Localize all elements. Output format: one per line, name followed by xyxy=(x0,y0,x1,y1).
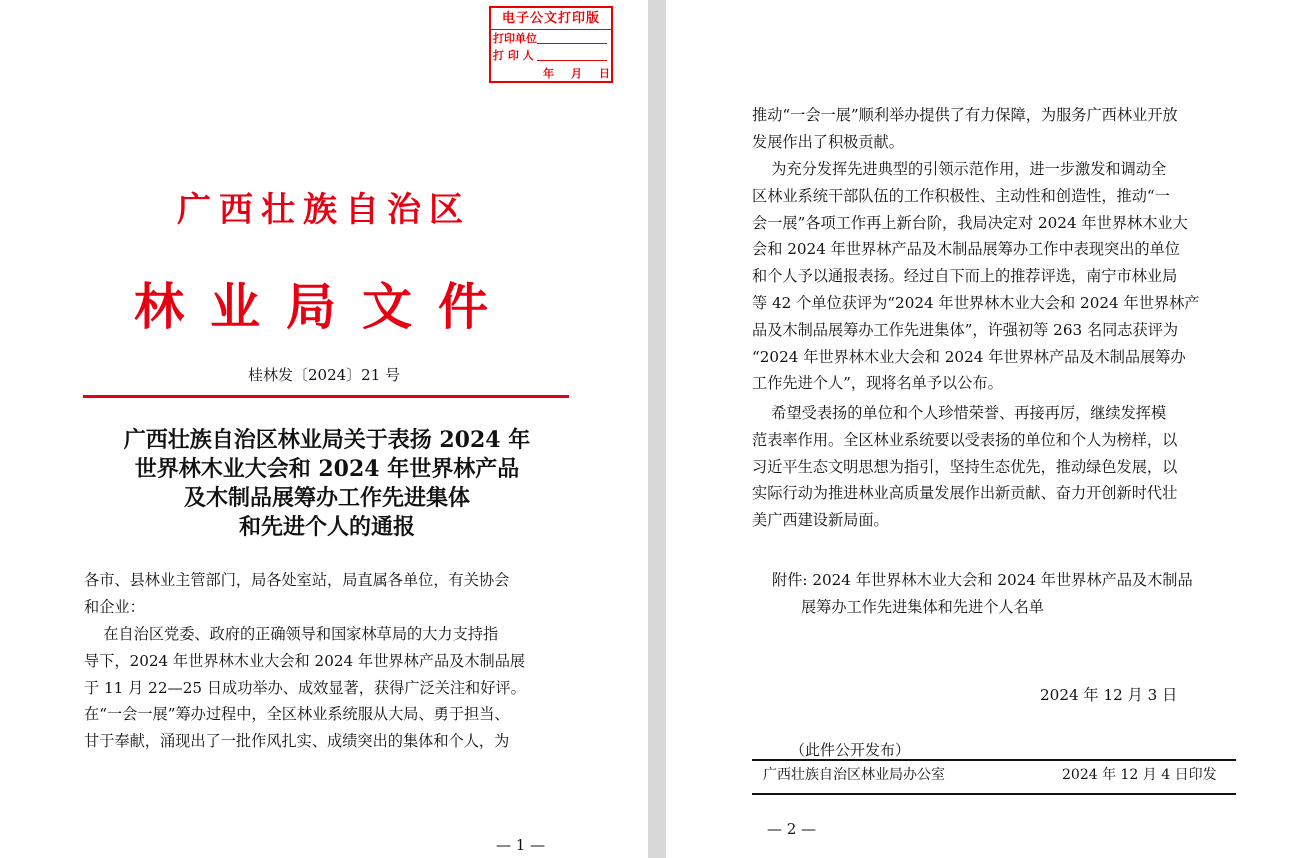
page-number-2: — 2 — xyxy=(767,820,817,838)
title-line: 广西壮族自治区林业局关于表扬 2024 年 xyxy=(123,427,531,453)
stamp-day: 日 xyxy=(599,67,610,80)
document-page-2 xyxy=(666,0,1315,858)
body-paragraph-2: 为充分发挥先进典型的引领示范作用，进一步激发和调动全 区林业系统干部队伍的工作积极性、主动性和创造性，推动“一 会一展”各项工作再上新台阶，我局决定对 2024 年世界林木业大 会和 2024 年世界林产品及木制品展筹办工作中表现突出的单位 和个人予以通报表扬。经过自下而上的推荐评选，南宁市林业局 等 42 个单位获评为“2024 年世界林木业大会和 2024 年世界林产 品及木制品展筹办工作先进集体”，许强初等 263 名同志获评为 “2024 年世界林木业大会和 2024 年世界林产品及木制品展筹办 工作先进个人”，现将名单予以公布。 xyxy=(752,160,1200,393)
title-line: 和先进个人的通报 xyxy=(238,514,415,540)
title-line: 世界林木业大会和 2024 年世界林产品 xyxy=(134,456,520,482)
stamp-year: 年 xyxy=(543,67,554,80)
red-separator-line xyxy=(83,395,569,398)
title-line: 及木制品展筹办工作先进集体 xyxy=(183,485,470,511)
page-number-1: — 1 — xyxy=(496,836,546,854)
document-number: 桂林发〔2024〕21 号 xyxy=(247,366,401,384)
stamp-title: 电子公文打印版 xyxy=(491,8,611,30)
issuing-office: 广西壮族自治区林业局办公室 xyxy=(763,767,945,783)
footer-rule-bottom xyxy=(752,793,1236,795)
stamp-person-label: 打 印 人 xyxy=(493,49,534,62)
document-title xyxy=(84,426,570,542)
stamp-person-row xyxy=(491,48,611,64)
stamp-month: 月 xyxy=(571,67,582,80)
signature-date: 2024 年 12 月 3 日 xyxy=(1040,686,1178,704)
attachment-note: 附件: 2024 年世界林木业大会和 2024 年世界林产品及木制品 展筹办工作先进集体和先进个人名单 xyxy=(772,571,1193,616)
stamp-unit-row xyxy=(491,31,611,47)
issued-date: 2024 年 12 月 4 日印发 xyxy=(1062,767,1217,783)
stamp-unit-line xyxy=(537,43,607,44)
body-paragraph-1: 在自治区党委、政府的正确领导和国家林草局的大力支持指 导下，2024 年世界林木业大会和 2024 年世界林产品及木制品展 于 11 月 22—25 日成功举办、成效显著，获得广泛关注和好评。 在“一会一展”筹办过程中，全区林业系统服从大局、勇于担当、 甘于奉献，涌现出了一批作风扎实、成绩突出的集体和个人，为 xyxy=(84,625,526,751)
footer-rule-top xyxy=(752,759,1236,761)
stamp-unit-label: 打印单位 xyxy=(493,32,537,45)
stamp-person-line xyxy=(537,60,607,61)
header-line-1: 广西壮族自治区 xyxy=(177,190,471,230)
recipients-paragraph: 各市、县林业主管部门，局各处室站，局直属各单位，有关协会 和企业： xyxy=(84,571,510,616)
body-paragraph-3: 希望受表扬的单位和个人珍惜荣誉、再接再厉，继续发挥模 范表率作用。全区林业系统要以受表扬的单位和个人为榜样，以 习近平生态文明思想为指引，坚持生态优先，推动绿色发展，以 实际行动为推进林业高质量发展作出新贡献、奋力开创新时代壮 美广西建设新局面。 xyxy=(752,404,1178,530)
header-line-2: 林业局文件 xyxy=(134,277,514,336)
body-paragraph-1-continued: 推动“一会一展”顺利举办提供了有力保障，为服务广西林业开放 发展作出了积极贡献。 xyxy=(752,106,1178,151)
public-release-note: （此件公开发布） xyxy=(790,741,911,759)
document-page-1 xyxy=(0,0,648,858)
print-stamp xyxy=(489,6,613,83)
